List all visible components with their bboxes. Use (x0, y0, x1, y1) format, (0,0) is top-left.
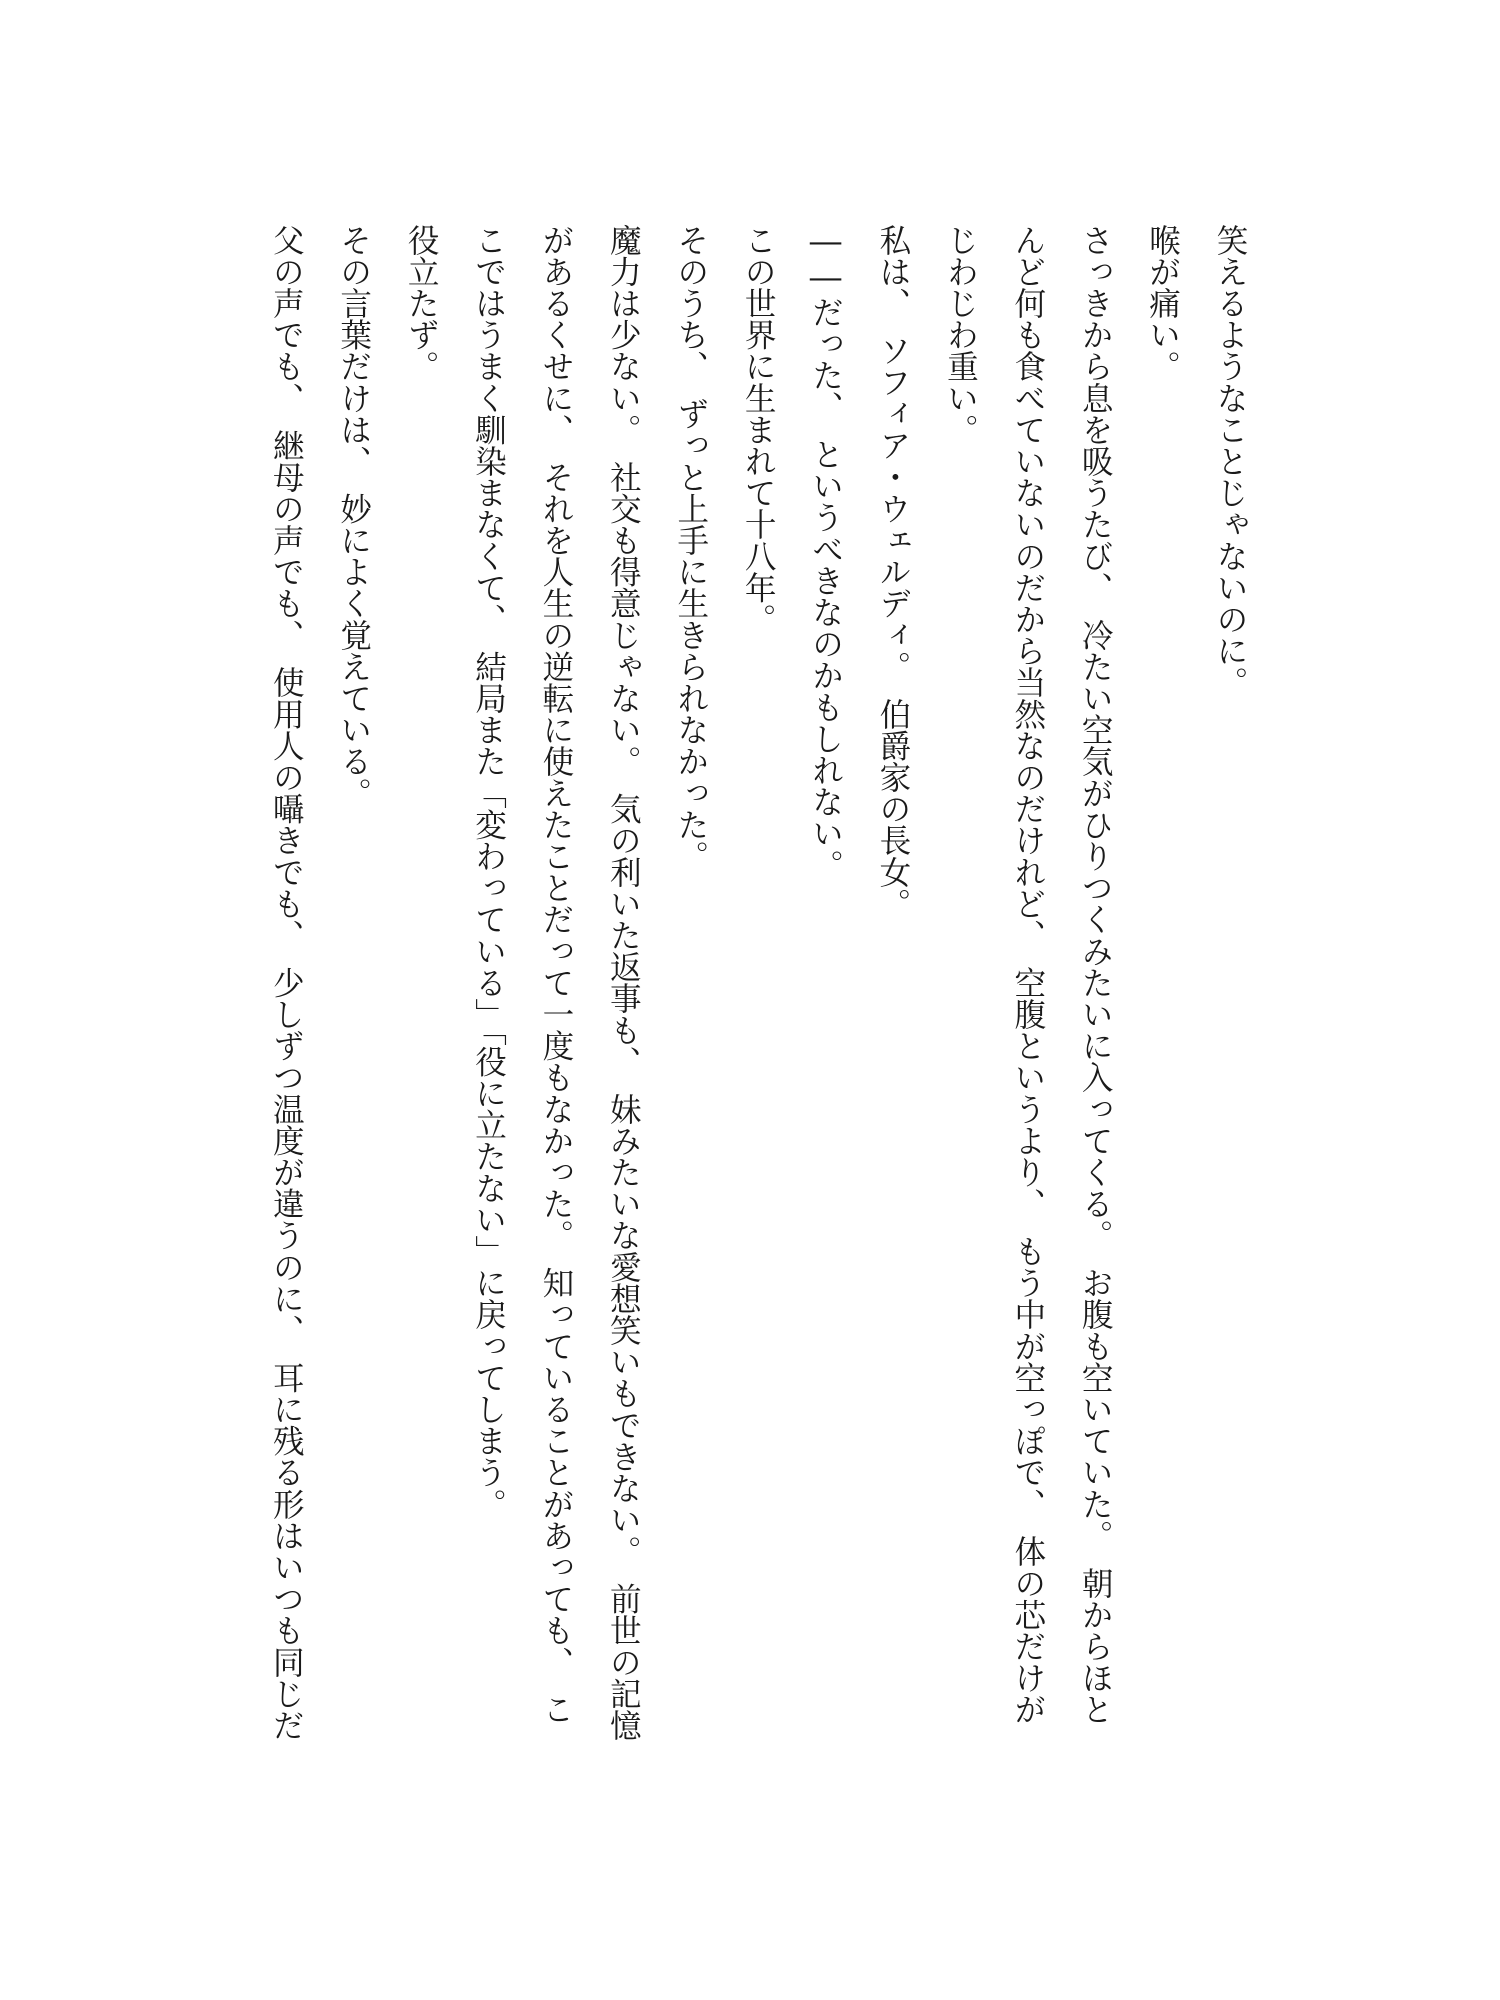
paragraph: んど何も食べていないのだから当然なのだけれど、 空腹というより、 もう中が空っぽで、 体の芯だけが (1009, 224, 1046, 1725)
paragraph: じわじわ重い。 (942, 224, 979, 446)
paragraph: があるくせに、 それを人生の逆転に使えたことだって一度もなかった。 知っていることがあっても、 こ (537, 224, 574, 1725)
paragraph: その言葉だけは、 妙によく覚えている。 (335, 224, 372, 809)
vertical-text-body (252, 224, 1263, 1804)
paragraph: さっきから息を吸うたび、 冷たい空気がひりつくみたいに入ってくる。 お腹も空いていた。 朝からほと (1077, 224, 1114, 1725)
paragraph: 魔力は少ない。 社交も得意じゃない。 気の利いた返事も、 妹みたいな愛想笑いもできない。 前世の記憶 (605, 224, 642, 1741)
paragraph: 役立たず。 (403, 224, 440, 382)
paragraph: この世界に生まれて十八年。 (740, 224, 777, 635)
paragraph: 私は、 ソフィア・ウェルディ。 伯爵家の長女。 (874, 224, 911, 920)
paragraph: ――だった、 というべきなのかもしれない。 (807, 224, 844, 881)
paragraph: 父の声でも、 継母の声でも、 使用人の囁きでも、 少しずつ温度が違うのに、 耳に残る形はいつも同じだ (268, 224, 305, 1741)
paragraph: 笑えるようなことじゃないのに。 (1212, 224, 1248, 698)
paragraph: 喉が痛い。 (1144, 224, 1181, 382)
paragraph: そのうち、 ずっと上手に生きられなかった。 (672, 224, 709, 872)
paragraph: こではうまく馴染まなくて、 結局また「変わっている」「役に立たない」に戻ってしまう。 (470, 224, 507, 1520)
